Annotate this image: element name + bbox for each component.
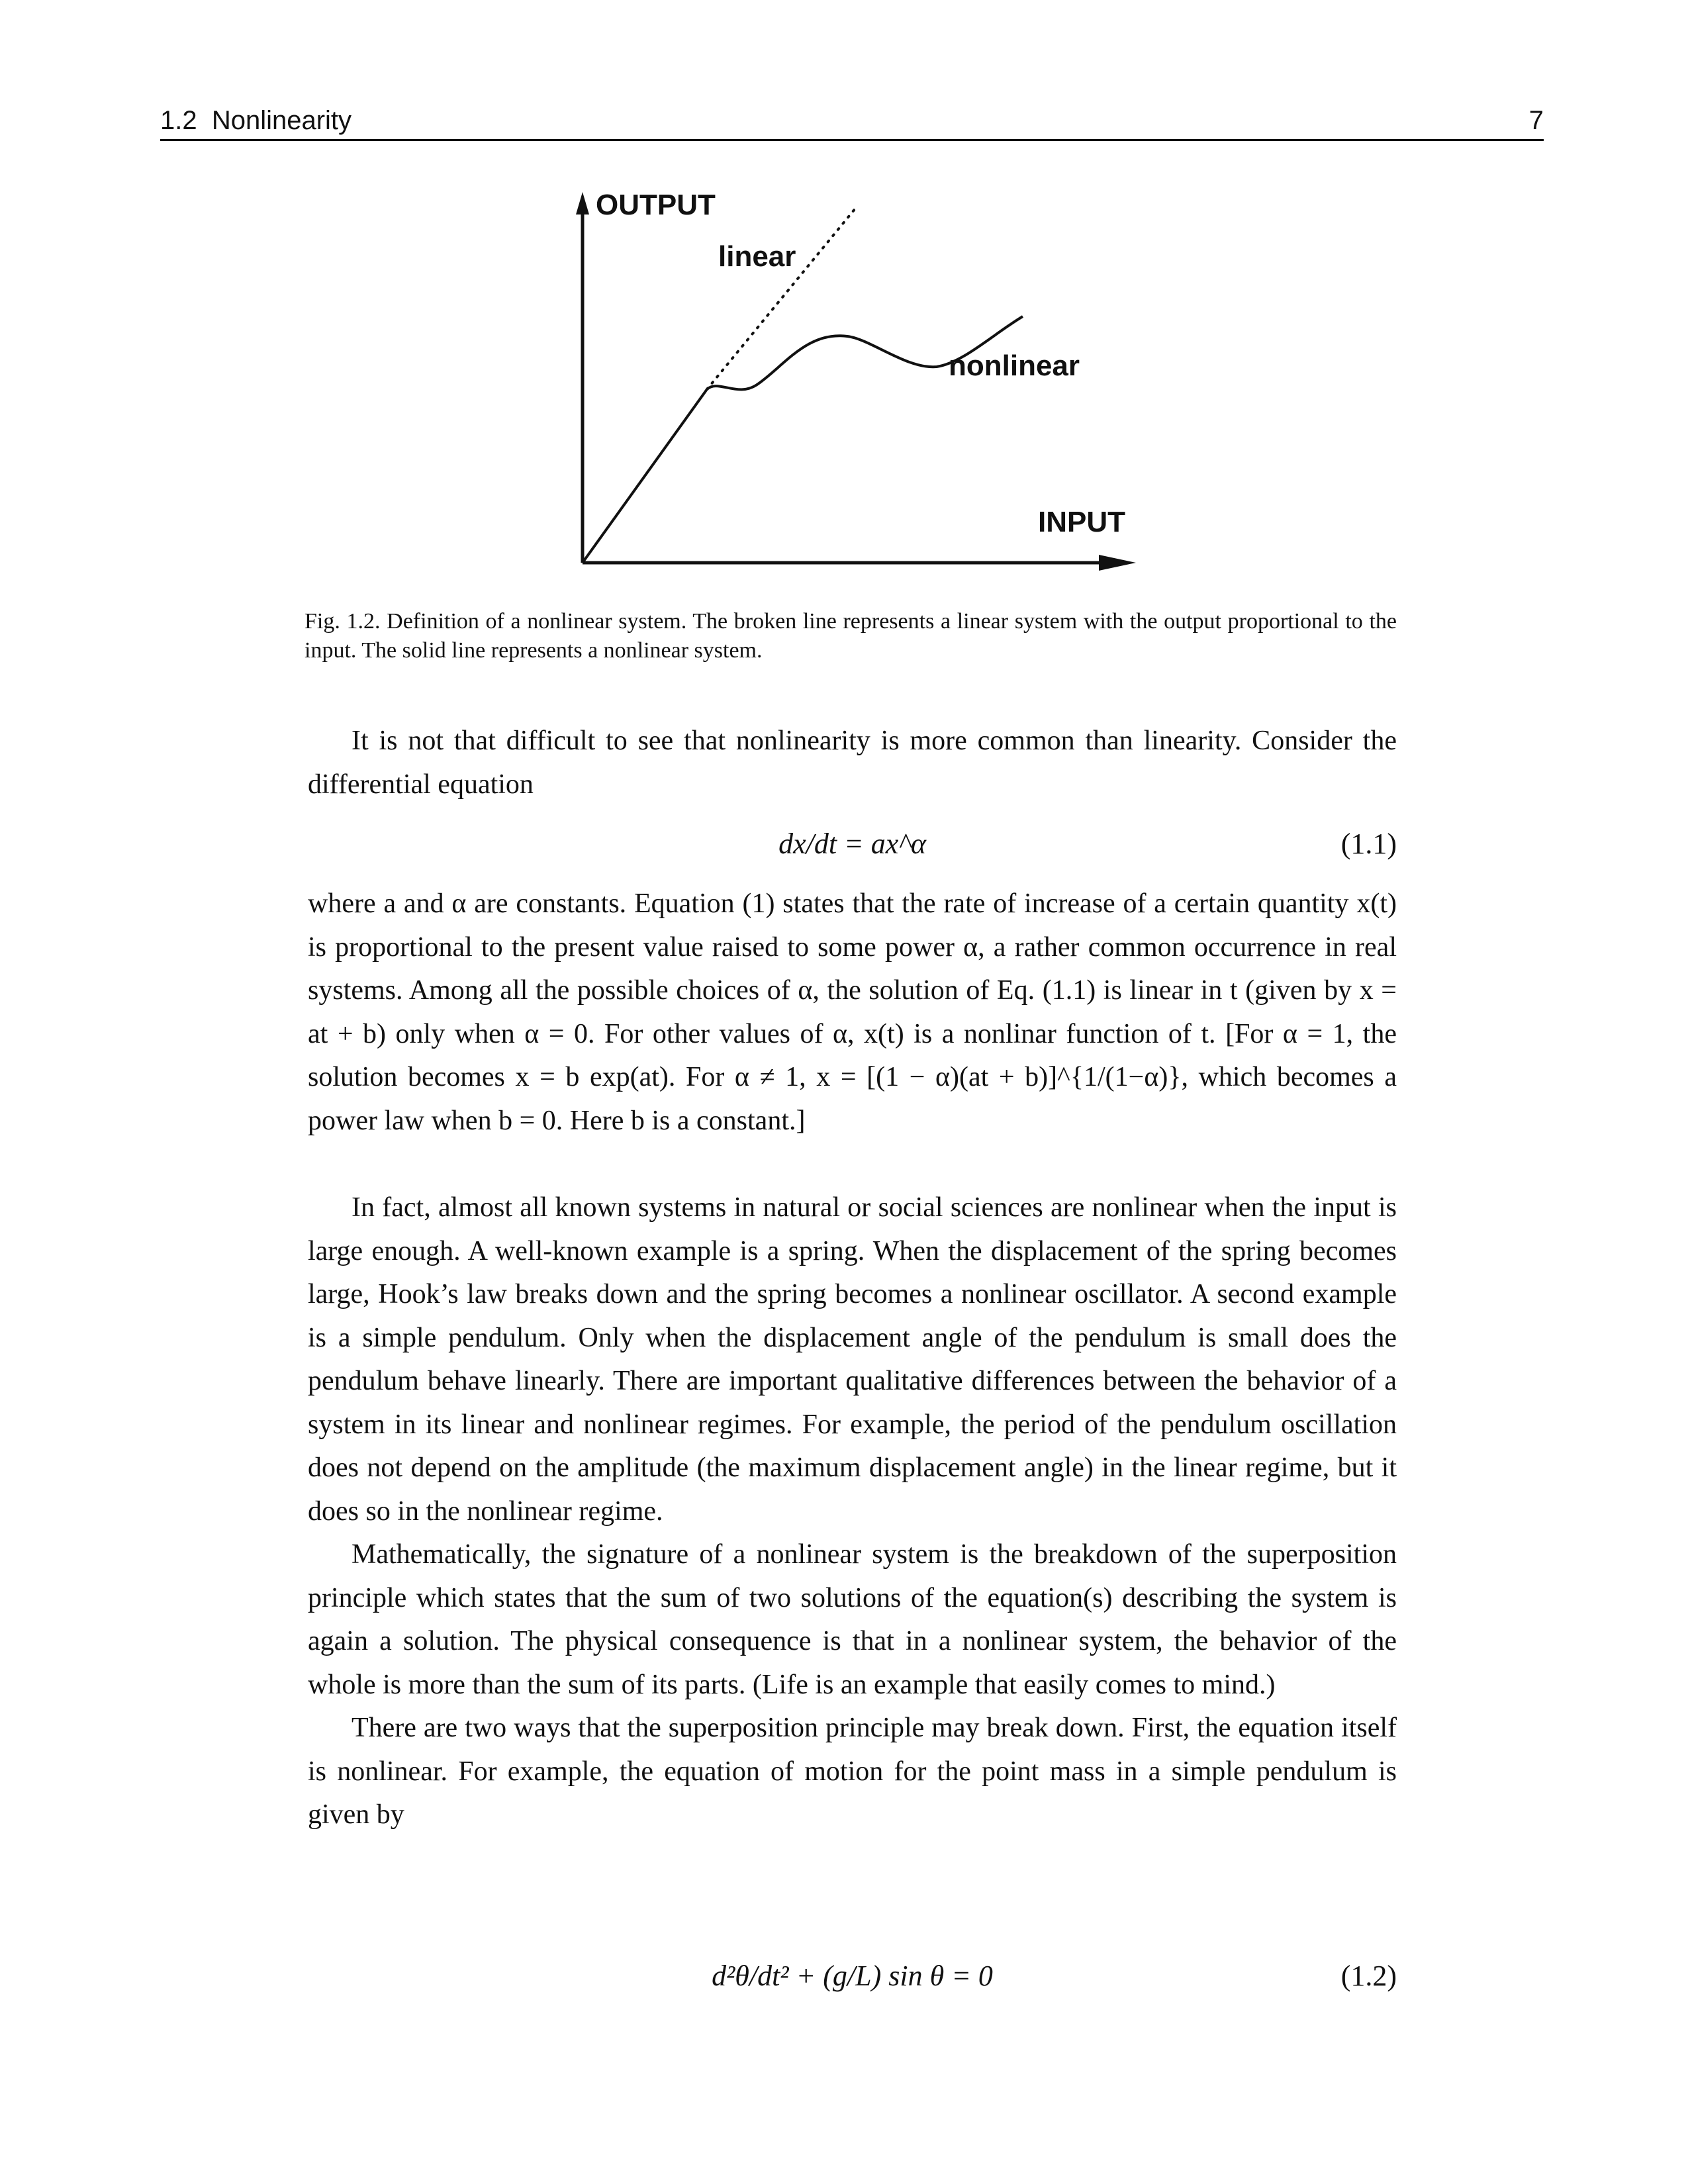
paragraph: There are two ways that the superposition principle may break down. First, the equation itself is nonlinear. For example, the equation of motion for the point mass in a simple pendulum is given by — [308, 1713, 1397, 1830]
input-axis-label: INPUT — [1038, 506, 1125, 538]
figure-nonlinear-system — [556, 192, 1152, 583]
linear-curve-label: linear — [718, 240, 796, 273]
output-axis-label: OUTPUT — [596, 192, 716, 221]
running-header — [160, 106, 1544, 141]
linear-dotted-line — [707, 209, 855, 389]
paragraph: where a and α are constants. Equation (1) states that the rate of increase of a certain quantity x(t) is proportional to the present value raised to some power α, a rather common occurrence in real systems. Among all the possible choices of α, the solution of Eq. (1.1) is linear in t (given by x = at + b) only when α = 0. For other values of α, x(t) is a nonlinar function of t. [For α = 1, the solution becomes x = b exp(at). For α ≠ 1, x = [(1 − α)(at + b)]^{1/(1−α)}, which becomes a power law when b = 0. Here b is a constant.] — [308, 888, 1397, 1136]
equation-body: dx/dt = ax^α — [778, 828, 926, 860]
equation-1-1 — [308, 824, 1397, 864]
equation-number: (1.1) — [1340, 828, 1397, 860]
paragraph-group — [308, 1186, 1397, 1837]
nonlinear-curve-label: nonlinear — [949, 350, 1080, 382]
equation-1-2 — [308, 1956, 1397, 1996]
equation-number: (1.2) — [1340, 1960, 1397, 1992]
paragraph-intro — [308, 720, 1397, 806]
output-axis-arrowhead — [576, 192, 589, 214]
input-axis-arrowhead — [1099, 555, 1136, 571]
equation-body: d²θ/dt² + (g/L) sin θ = 0 — [712, 1960, 993, 1992]
paragraph-solution — [308, 882, 1397, 1143]
paragraph: In fact, almost all known systems in natural or social sciences are nonlinear when the input is large enough. A well-known example is a spring. When the displacement of the spring becomes large, Hook’s law breaks down and the spring becomes a nonlinear oscillator. A second example is a simple pendulum. Only when the displacement angle of the pendulum is small does the pendulum behave linearly. There are important qualitative differences between the behavior of a system in its linear and nonlinear regimes. For example, the period of the pendulum oscillation does not depend on the amplitude (the maximum displacement angle) in the linear regime, but it does so in the nonlinear regime. — [308, 1192, 1397, 1527]
paragraph: It is not that difficult to see that nonlinearity is more common than linearity. Consider the differential equation — [308, 726, 1397, 800]
paragraph: Mathematically, the signature of a nonlinear system is the breakdown of the superposition principle which states that the sum of two solutions of the equation(s) describing the system is again a solution. The physical consequence is that in a nonlinear system, the behavior of the whole is more than the sum of its parts. (Life is an example that easily comes to mind.) — [308, 1539, 1397, 1700]
figure-caption: Fig. 1.2. Definition of a nonlinear system. The broken line represents a linear system with the output proportional to the input. The solid line represents a nonlinear system. — [305, 609, 1397, 663]
page-number: 7 — [1528, 106, 1544, 135]
section-title: 1.2 Nonlinearity — [160, 106, 352, 135]
initial-linear-segment — [583, 389, 707, 563]
